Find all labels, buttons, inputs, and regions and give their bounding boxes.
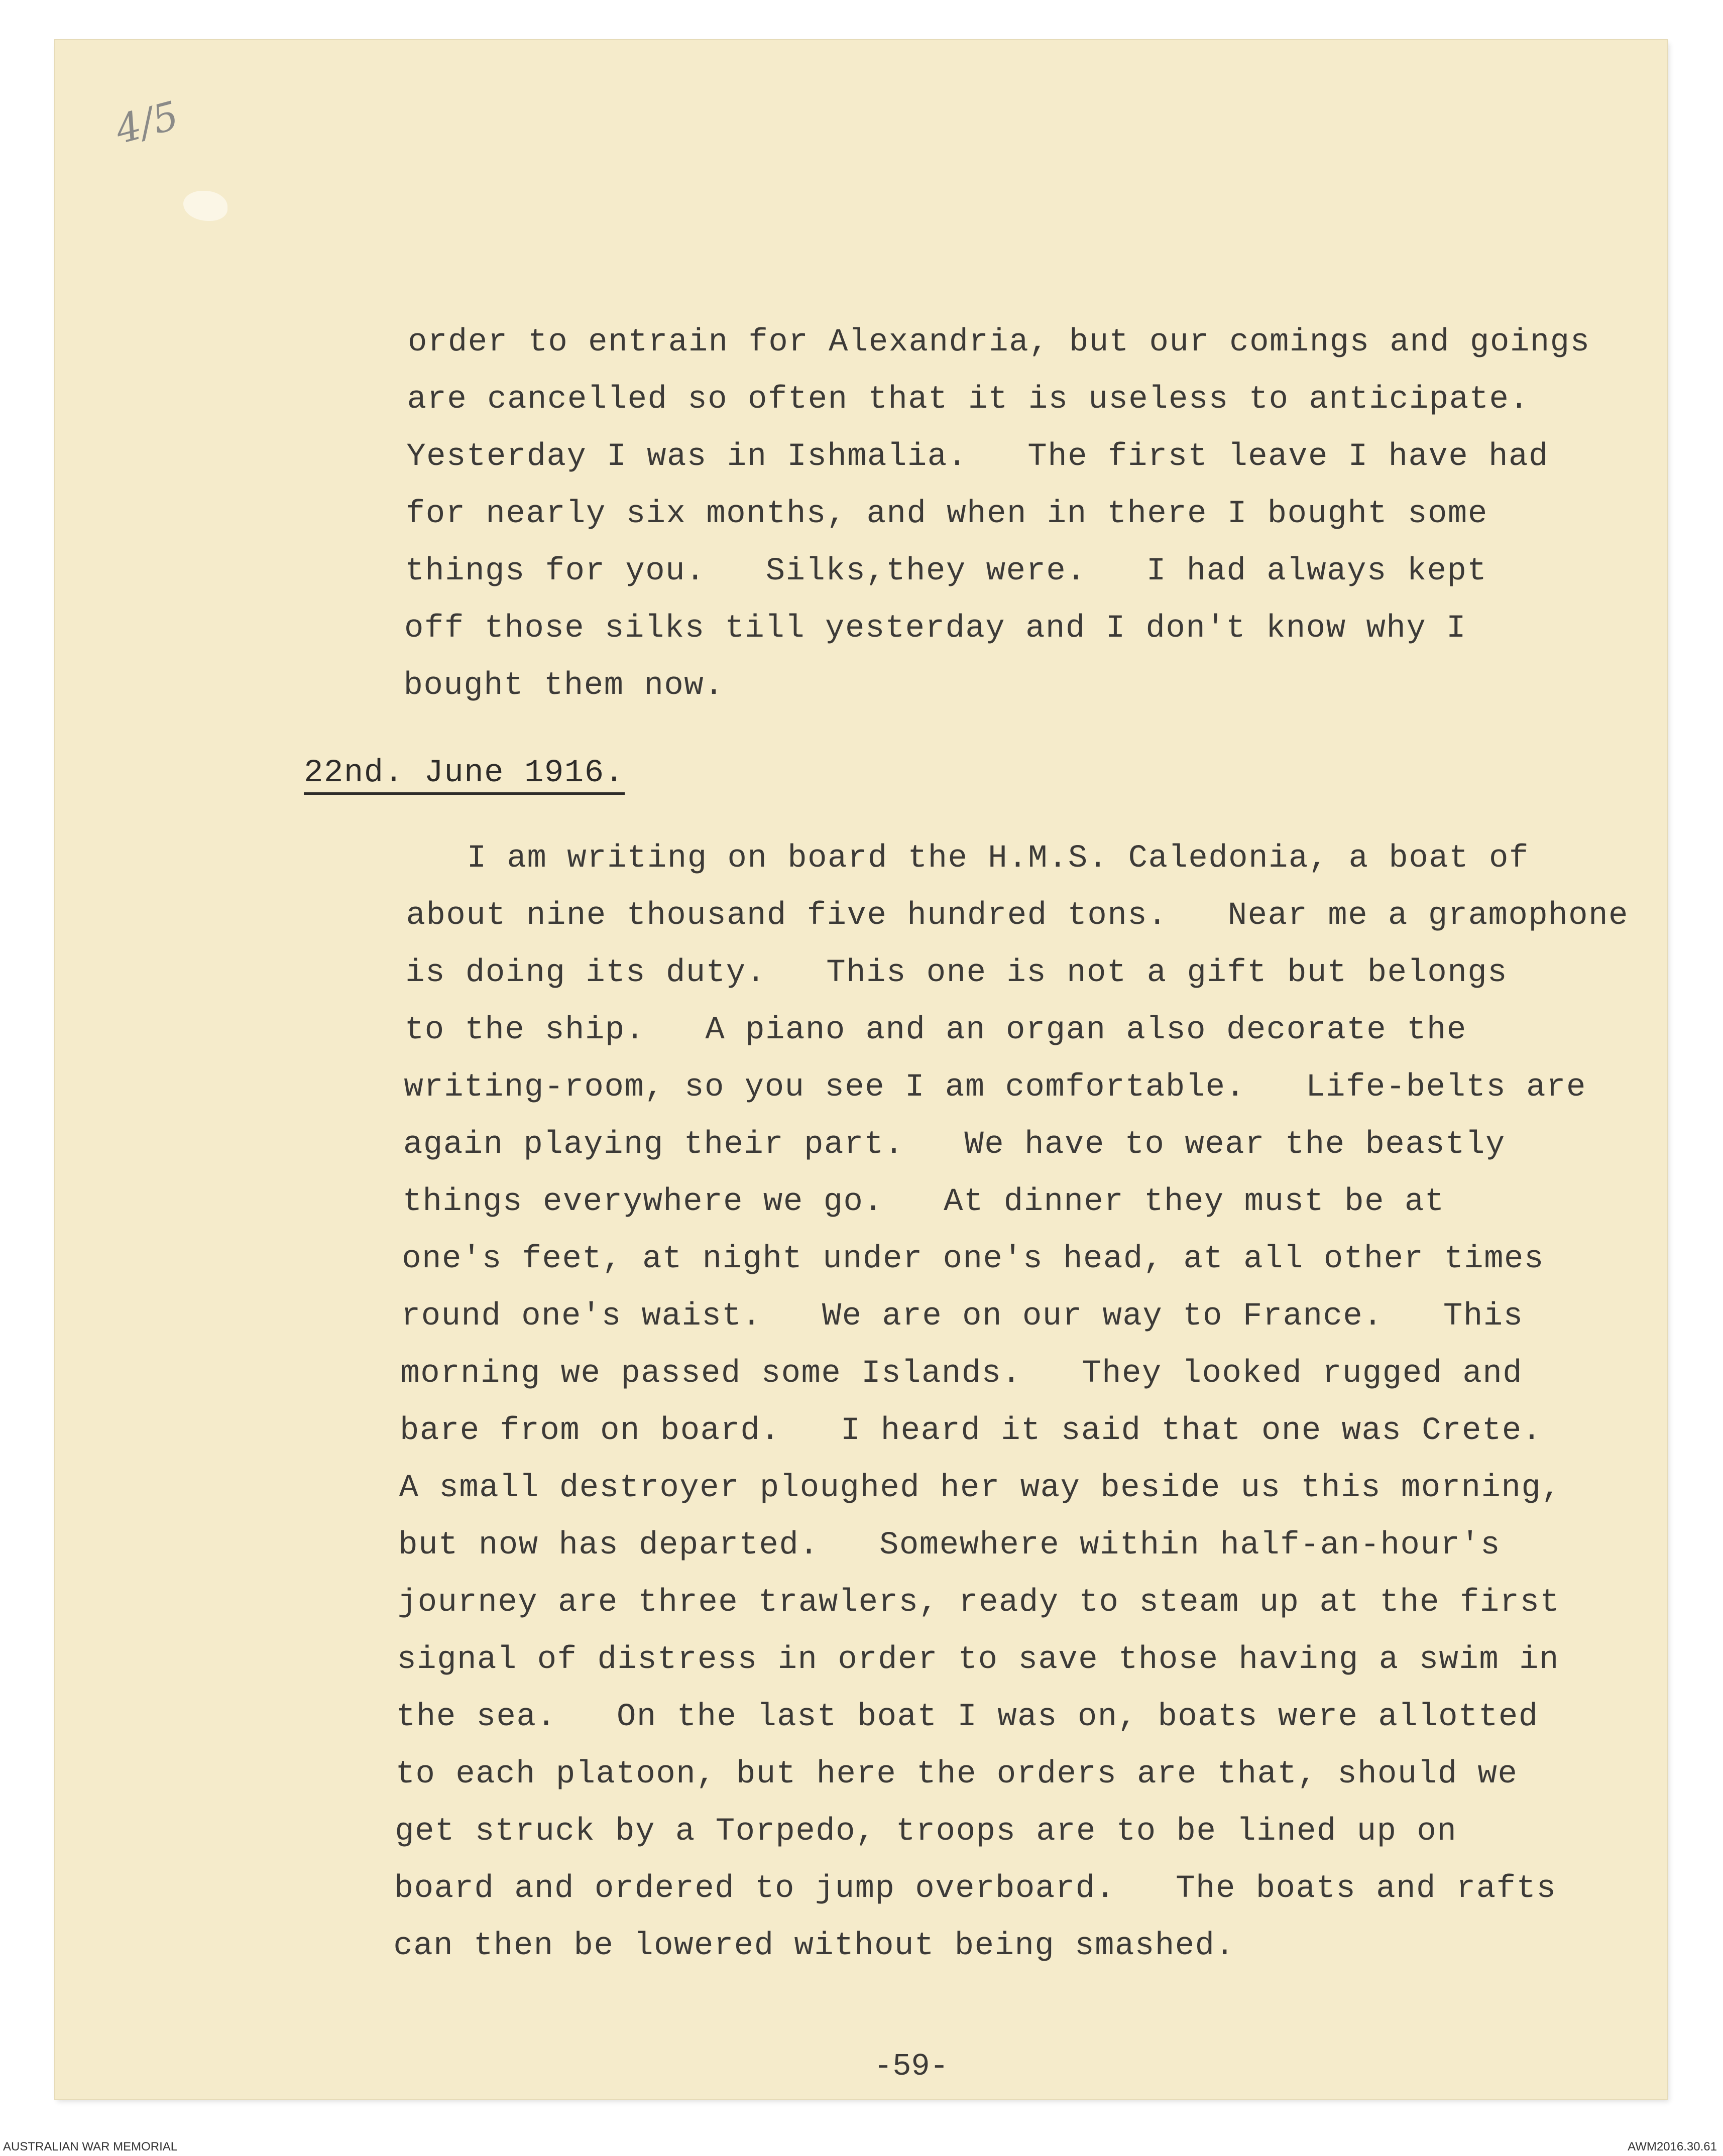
typed-line: about nine thousand five hundred tons. Near me a gramophone bbox=[406, 898, 1629, 934]
typed-line: morning we passed some Islands. They looked rugged and bbox=[400, 1356, 1523, 1392]
typed-line: board and ordered to jump overboard. The boats and rafts bbox=[394, 1871, 1557, 1907]
typed-line: round one's waist. We are on our way to France. This bbox=[401, 1298, 1524, 1335]
typed-line: to the ship. A piano and an organ also decorate the bbox=[404, 1012, 1467, 1048]
typed-line: is doing its duty. This one is not a gift but belongs bbox=[405, 955, 1508, 991]
typed-line: bare from on board. I heard it said that one was Crete. bbox=[400, 1413, 1542, 1449]
typed-line: journey are three trawlers, ready to steam up at the first bbox=[397, 1585, 1560, 1621]
typed-line: bought them now. bbox=[403, 668, 725, 704]
typed-line: things for you. Silks,they were. I had always kept bbox=[405, 553, 1487, 589]
typed-line: one's feet, at night under one's head, at all other times bbox=[402, 1241, 1544, 1277]
typed-line: get struck by a Torpedo, troops are to be lined up on bbox=[395, 1814, 1457, 1850]
footer-institution: AUSTRALIAN WAR MEMORIAL bbox=[3, 2140, 178, 2153]
typed-line: can then be lowered without being smashed. bbox=[393, 1928, 1235, 1964]
typed-line: the sea. On the last boat I was on, boats were allotted bbox=[396, 1699, 1539, 1735]
paper-tear bbox=[183, 191, 227, 221]
typed-line: off those silks till yesterday and I don't know why I bbox=[404, 611, 1467, 647]
typed-line: things everywhere we go. At dinner they must be at bbox=[402, 1184, 1445, 1220]
typed-line: are cancelled so often that it is useless to anticipate. bbox=[407, 382, 1530, 418]
typed-line: again playing their part. We have to wear the beastly bbox=[403, 1127, 1506, 1163]
typed-line: for nearly six months, and when in there I bought some bbox=[405, 496, 1488, 532]
page-number: -59- bbox=[874, 2049, 949, 2084]
typed-line: but now has departed. Somewhere within half-an-hour's bbox=[398, 1527, 1501, 1564]
typed-line: A small destroyer ploughed her way beside us this morning, bbox=[399, 1470, 1562, 1506]
typed-line: to each platoon, but here the orders are that, should we bbox=[395, 1756, 1518, 1792]
typed-line: signal of distress in order to save those having a swim in bbox=[397, 1642, 1559, 1678]
typed-line: Yesterday I was in Ishmalia. The first leave I have had bbox=[406, 439, 1549, 475]
typed-line: I am writing on board the H.M.S. Caledonia, a boat of bbox=[407, 841, 1529, 877]
pencil-mark: 4/5 bbox=[110, 93, 184, 153]
footer-reference: AWM2016.30.61 bbox=[1628, 2140, 1717, 2153]
typed-line: writing-room, so you see I am comfortable. Life-belts are bbox=[404, 1069, 1586, 1106]
typed-line: order to entrain for Alexandria, but our comings and goings bbox=[408, 324, 1590, 361]
date-heading: 22nd. June 1916. bbox=[304, 757, 625, 795]
